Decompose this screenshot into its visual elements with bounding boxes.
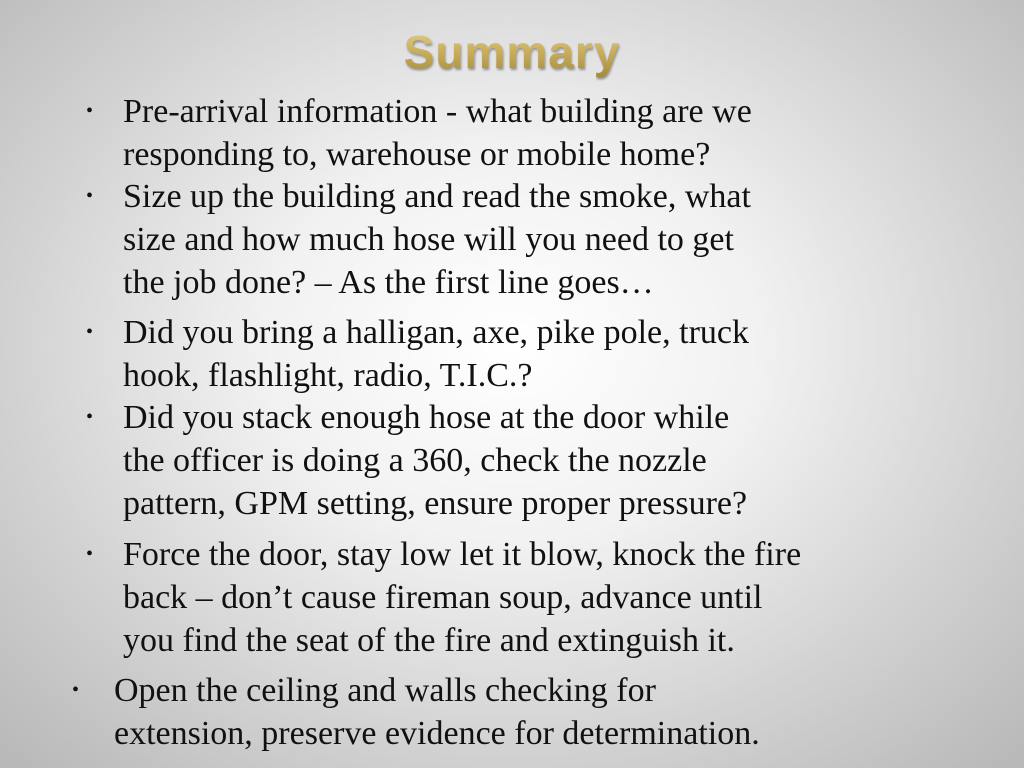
- bullet-line: size and how much hose will you need to get: [123, 221, 734, 258]
- bullet-item-4: [86, 396, 748, 525]
- bullet-line: back – don’t cause fireman soup, advance until: [123, 579, 763, 616]
- bullet-line: pattern, GPM setting, ensure proper pressure?: [123, 485, 748, 522]
- bullet-marker: •: [86, 406, 94, 428]
- bullet-line: Force the door, stay low let it blow, knock the fire: [123, 536, 802, 573]
- bullet-line: extension, preserve evidence for determination.: [114, 715, 760, 752]
- bullet-marker: •: [86, 543, 94, 565]
- bullet-marker: •: [86, 321, 94, 343]
- bullet-item-1: [86, 90, 752, 176]
- bullet-marker: •: [86, 185, 94, 207]
- bullet-item-5: [86, 533, 802, 662]
- slide-title: Summary: [0, 20, 1024, 84]
- bullet-line: the officer is doing a 360, check the nozzle: [123, 442, 707, 479]
- bullet-item-3: [86, 311, 749, 397]
- bullet-line: hook, flashlight, radio, T.I.C.?: [123, 357, 533, 394]
- bullet-line: the job done? – As the first line goes…: [123, 264, 654, 301]
- bullet-item-2: [86, 175, 751, 304]
- bullet-marker: •: [72, 679, 80, 701]
- bullet-line: responding to, warehouse or mobile home?: [123, 136, 711, 173]
- bullet-line: Did you stack enough hose at the door while: [123, 399, 730, 436]
- bullet-line: Did you bring a halligan, axe, pike pole, truck: [123, 314, 749, 351]
- bullet-line: Size up the building and read the smoke, what: [123, 178, 751, 215]
- bullet-item-6: [72, 669, 760, 755]
- bullet-line: you find the seat of the fire and extinguish it.: [123, 622, 735, 659]
- bullet-marker: •: [86, 100, 94, 122]
- bullet-line: Pre-arrival information - what building are we: [123, 93, 752, 130]
- bullet-line: Open the ceiling and walls checking for: [114, 672, 656, 709]
